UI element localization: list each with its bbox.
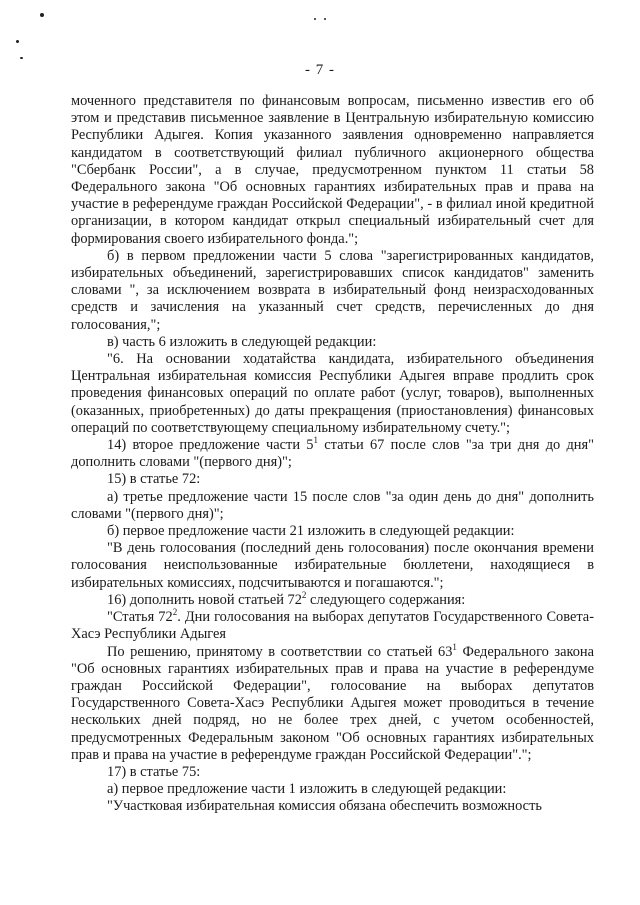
scan-speck <box>40 13 44 17</box>
paragraph-text: По решению, принятому в соответствии со статьей 63 <box>107 643 453 660</box>
scan-speck <box>20 57 23 59</box>
paragraph <box>71 781 594 798</box>
paragraph-text: б) первое предложение части 21 изложить в следующей редакции: <box>107 523 515 540</box>
paragraph <box>71 523 594 540</box>
paragraph <box>71 248 594 334</box>
superscript: 1 <box>452 641 457 652</box>
paragraph <box>71 764 594 781</box>
paragraph <box>71 334 594 351</box>
paragraph <box>71 437 594 471</box>
scan-speck <box>16 40 19 43</box>
paragraph <box>71 609 594 643</box>
document-body <box>71 93 594 816</box>
paragraph-text: "6. На основании ходатайства кандидата, избирательного объединения Центральная избирательная комиссия Республики Адыгея вправе продлить срок проведения финансовых операций по оплате работ (услуг, товаров), выполненных (оказанных, приобретенных) до даты прекращения (приостановления) финансовых операций по соответствующему специальному избирательному счету."; <box>71 351 594 436</box>
paragraph <box>71 589 594 609</box>
superscript: 2 <box>172 607 178 618</box>
paragraph <box>71 798 594 815</box>
paragraph-text: Федерального закона "Об основных гарантиях избирательных прав и права на участие в референдуме граждан Российской Федерации", голосование на выборах депутатов Государственного Совета-Хасэ Республики Адыгея может проводиться в течение нескольких дней подряд, но не более трех дней, с учетом особенностей, предусмотренных Федеральным законом "Об основных гарантиях избирательных прав и права на участие в референдуме граждан Российской Федерации"."; <box>71 643 594 763</box>
paragraph-text: а) третье предложение части 15 после слов "за один день до дня" дополнить словами "(первого дня)"; <box>71 488 594 522</box>
paragraph <box>71 641 594 764</box>
paragraph-text: 14) второе предложение части 5 <box>107 437 314 454</box>
paragraph <box>71 93 594 248</box>
paragraph-text: "В день голосования (последний день голосования) после окончания времени голосования неиспользованные избирательные бюллетени, находящиеся в избирательных комиссиях, подсчитываются и погашаются."; <box>71 540 594 591</box>
paragraph-text: моченного представителя по финансовым вопросам, письменно известив его об этом и представив письменное заявление в Центральную избирательную комиссию Республики Адыгея. Копия указанного заявления одновременно направляется кандидатом в соответствующий филиал публичного акционерного общества "Сбербанк России", а в случае, предусмотренном пунктом 11 статьи 58 Федерального закона "Об основных гарантиях избирательных прав и права на участие в референдуме граждан Российской Федерации", - в филиал иной кредитной организации, в котором кандидат открыл специальный избирательный счет для формирования своего избирательного фонда."; <box>71 93 594 247</box>
paragraph <box>71 351 594 437</box>
paragraph-text: 16) дополнить новой статьей 72 <box>107 591 302 608</box>
paragraph <box>71 489 594 523</box>
paragraph-text: статьи 67 после слов "за три дня до дня" дополнить словами "(первого дня)"; <box>71 437 594 471</box>
paragraph-text: . Дни голосования на выборах депутатов Государственного Совета-Хасэ Республики Адыгея <box>71 609 594 643</box>
paragraph-text: 17) в статье 75: <box>107 763 201 780</box>
paragraph-text: б) в первом предложении части 5 слова "зарегистрированных кандидатов, избирательных объединений, зарегистрировавших список кандидатов" заменить словами ", за исключением возврата в избирательный фонд неизрасходованных средств и зачисления на указанный счет средств, перечисленных до дня голосования,"; <box>71 247 594 333</box>
paragraph-text: 15) в статье 72: <box>107 471 201 488</box>
scan-speck <box>324 18 326 20</box>
paragraph-text: "Статья 72 <box>107 609 173 626</box>
paragraph-text: а) первое предложение части 1 изложить в следующей редакции: <box>107 781 507 798</box>
superscript: 2 <box>301 589 307 600</box>
paragraph-text: в) часть 6 изложить в следующей редакции: <box>107 333 377 350</box>
paragraph <box>71 471 594 488</box>
paragraph <box>71 540 594 592</box>
page-number: - 7 - <box>305 62 335 78</box>
scan-speck <box>314 18 316 20</box>
paragraph-text: "Участковая избирательная комиссия обязана обеспечить возможность <box>107 798 542 815</box>
paragraph-text: следующего содержания: <box>306 591 466 608</box>
superscript: 1 <box>313 435 319 446</box>
